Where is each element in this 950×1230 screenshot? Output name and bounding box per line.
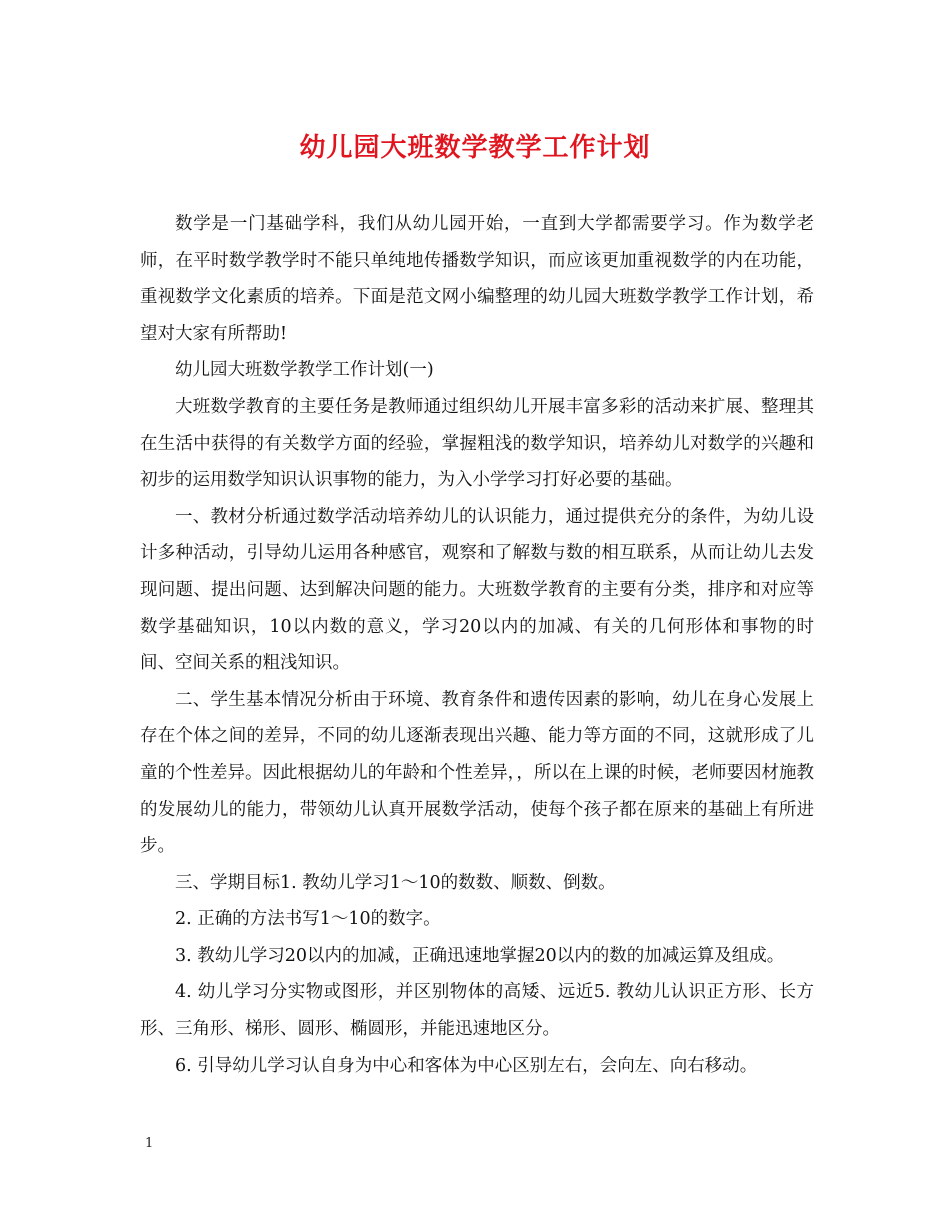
body-paragraph: 大班数学教育的主要任务是教师通过组织幼儿开展丰富多彩的活动来扩展、整理其在生活中获得的有关数学方面的经验，掌握粗浅的数学知识，培养幼儿对数学的兴趣和初步的运用数学知识认识事物的能力，为入小学学习打好必要的基础。 [140,396,814,491]
body-paragraph: 一、教材分析通过数学活动培养幼儿的认识能力，通过提供充分的条件，为幼儿设计多种活动，引导幼儿运用各种感官，观察和了解数与数的相互联系，从而让幼儿去发现问题、提出问题、达到解决问题的能力。大班数学教育的主要有分类，排序和对应等数学基础知识，10以内数的意义，学习20以内的加减、有关的几何形体和事物的时间、空间关系的粗浅知识。 [140,506,814,674]
document-title: 幼儿园大班数学教学工作计划 [299,133,651,163]
document-body [140,206,814,1084]
goal-item: 2. 正确的方法书写1～10的数字。 [175,909,441,930]
goal-item: 3. 教幼儿学习20以内的加减，正确迅速地掌握20以内的数的加减运算及组成。 [175,945,785,966]
goal-item: 三、学期目标1. 教幼儿学习1～10的数数、顺数、倒数。 [175,872,616,893]
body-paragraph: 二、学生基本情况分析由于环境、教育条件和遗传因素的影响，幼儿在身心发展上存在个体之间的差异，不同的幼儿逐渐表现出兴趣、能力等方面的不同，这就形成了儿童的个性差异。因此根据幼儿的年龄和个性差异，，所以在上课的时候，老师要因材施教的发展幼儿的能力，带领幼儿认真开展数学活动，使每个孩子都在原来的基础上有所进步。 [140,689,814,857]
goal-item: 4. 幼儿学习分实物或图形，并区别物体的高矮、远近5. 教幼儿认识正方形、长方形、三角形、梯形、圆形、椭圆形，并能迅速地区分。 [140,982,814,1040]
goal-item: 6. 引导幼儿学习认自身为中心和客体为中心区别左右，会向左、向右移动。 [175,1055,758,1076]
section-heading: 幼儿园大班数学教学工作计划(一) [175,360,434,381]
page-number: 1 [145,1136,154,1151]
intro-paragraph: 数学是一门基础学科，我们从幼儿园开始，一直到大学都需要学习。作为数学老师，在平时数学教学时不能只单纯地传播数学知识，而应该更加重视数学的内在功能，重视数学文化素质的培养。下面是范文网小编整理的幼儿园大班数学教学工作计划，希望对大家有所帮助! [140,214,814,344]
